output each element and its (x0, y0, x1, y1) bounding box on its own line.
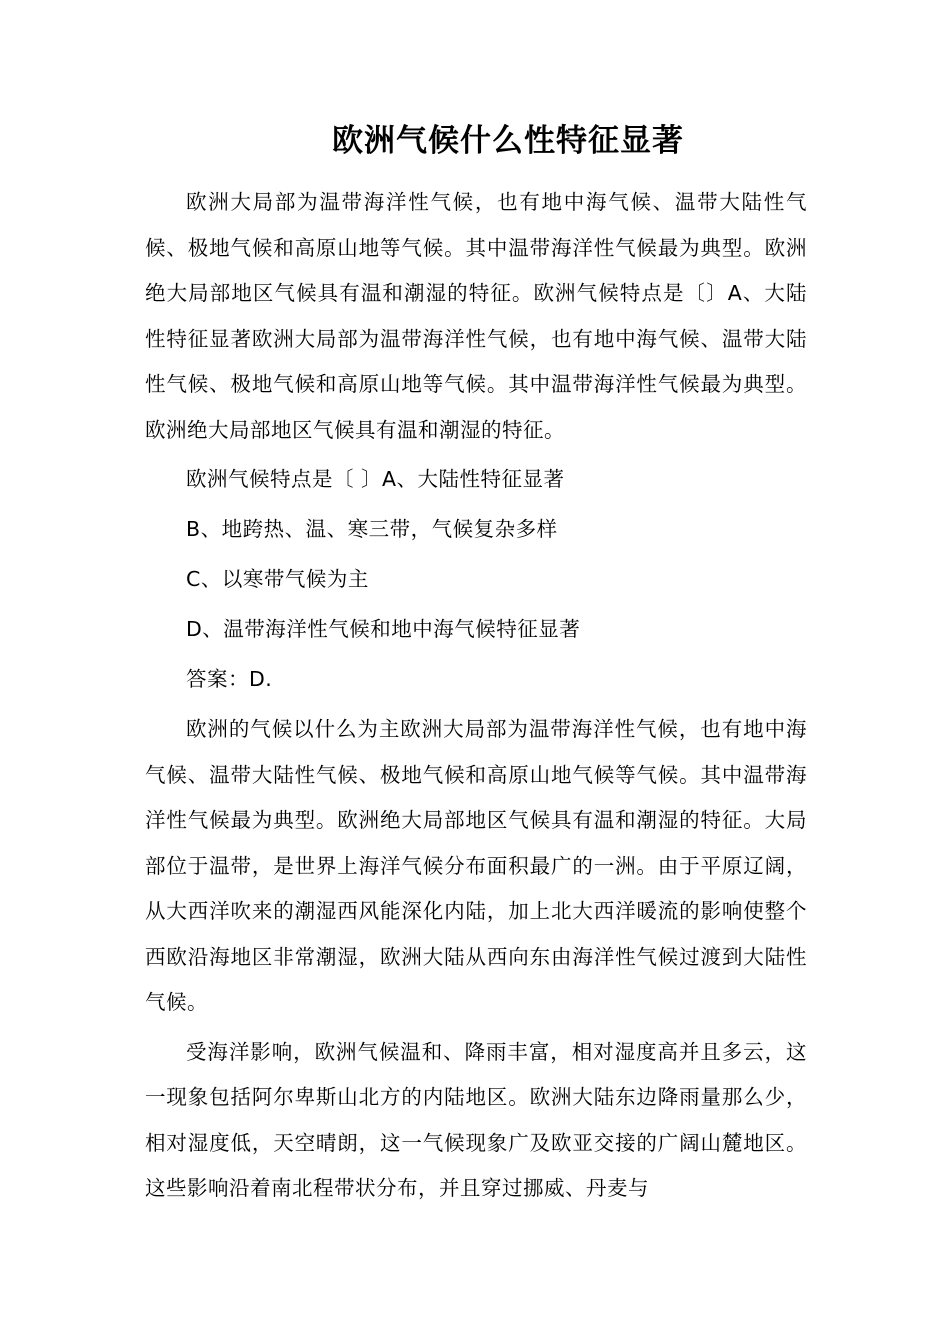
paragraph-answer: 答案：D. (186, 667, 273, 691)
document-title: 欧洲气候什么性特征显著 (332, 123, 684, 159)
paragraph-intro: 欧洲大局部为温带海洋性气候，也有地中海气候、温带大陆性气候、极地气候和高原山地等气候。其中温带海洋性气候最为典型。欧洲绝大局部地区气候具有温和潮湿的特征。欧洲气候特点是〔〕A、大陆性特征显著欧洲大局部为温带海洋性气候，也有地中海气候、温带大陆性气候、极地气候和高原山地等气候。其中温带海洋性气候最为典型。欧洲绝大局部地区气候具有温和潮湿的特征。 (145, 190, 807, 442)
document-body (145, 180, 807, 1216)
paragraph-ocean-influence: 受海洋影响，欧洲气候温和、降雨丰富，相对湿度高并且多云，这一现象包括阿尔卑斯山北方的内陆地区。欧洲大陆东边降雨量那么少，相对湿度低，天空晴朗，这一气候现象广及欧亚交接的广阔山麓地区。这些影响沿着南北程带状分布，并且穿过挪威、丹麦与 (145, 1039, 807, 1200)
paragraph-option-c: C、以寒带气候为主 (186, 567, 369, 591)
paragraph-option-d: D、温带海洋性气候和地中海气候特征显著 (186, 617, 581, 641)
paragraph-question: 欧洲气候特点是〔 〕A、大陆性特征显著 (186, 467, 565, 491)
paragraph-climate-main: 欧洲的气候以什么为主欧洲大局部为温带海洋性气候，也有地中海气候、温带大陆性气候、极地气候和高原山地气候等气候。其中温带海洋性气候最为典型。欧洲绝大局部地区气候具有温和潮湿的特征。大局部位于温带，是世界上海洋气候分布面积最广的一洲。由于平原辽阔，从大西洋吹来的潮湿西风能深化内陆，加上北大西洋暖流的影响使整个西欧沿海地区非常潮湿，欧洲大陆从西向东由海洋性气候过渡到大陆性气候。 (145, 717, 807, 1014)
paragraph-option-b: B、地跨热、温、寒三带，气候复杂多样 (186, 517, 558, 541)
